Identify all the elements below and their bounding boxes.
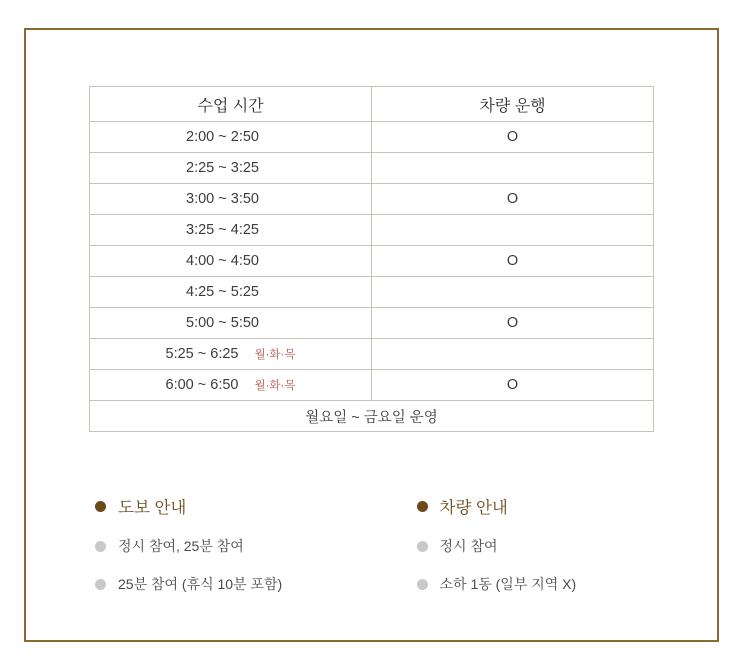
day-note: 월·화·목 xyxy=(254,349,296,362)
cell-bus-service xyxy=(372,153,654,184)
cell-bus-service: O xyxy=(372,184,654,215)
legend-item-label: 25분 참여 (휴식 10분 포함) xyxy=(118,576,283,592)
day-note: 월·화·목 xyxy=(254,380,296,393)
time-text: 4:25 ~ 5:25 xyxy=(186,284,259,300)
table-row xyxy=(90,339,654,370)
cell-class-time xyxy=(90,370,372,401)
table-row xyxy=(90,246,654,277)
legend-title-walk-label: 도보 안내 xyxy=(118,499,187,517)
cell-class-time xyxy=(90,153,372,184)
legend-column-walk xyxy=(95,494,375,612)
table-footer-row xyxy=(90,401,654,432)
cell-bus-service: O xyxy=(372,308,654,339)
legend-title-bus-label: 차량 안내 xyxy=(439,499,508,517)
cell-bus-service: O xyxy=(372,246,654,277)
legend-title-walk xyxy=(95,494,375,518)
time-text: 2:25 ~ 3:25 xyxy=(186,160,259,176)
bullet-dot-icon xyxy=(417,579,428,590)
cell-class-time xyxy=(90,215,372,246)
cell-bus-service xyxy=(372,339,654,370)
content-area xyxy=(24,28,719,612)
time-text: 4:00 ~ 4:50 xyxy=(186,253,259,269)
table-row xyxy=(90,184,654,215)
table-header-row xyxy=(90,87,654,122)
cell-bus-service: O xyxy=(372,370,654,401)
list-item xyxy=(417,574,655,594)
legend-item-label: 소하 1동 (일부 지역 X) xyxy=(439,576,577,592)
table-row xyxy=(90,308,654,339)
time-text: 3:25 ~ 4:25 xyxy=(186,222,259,238)
operating-days-note: 월요일 ~ 금요일 운영 xyxy=(90,401,654,432)
bullet-filled-icon xyxy=(417,501,428,512)
cell-class-time xyxy=(90,246,372,277)
bullet-dot-icon xyxy=(95,541,106,552)
legend-item-label: 정시 참여 xyxy=(439,538,498,554)
list-item xyxy=(95,574,375,594)
time-text: 6:00 ~ 6:50 xyxy=(165,376,239,393)
cell-class-time xyxy=(90,277,372,308)
cell-bus-service xyxy=(372,215,654,246)
table-row xyxy=(90,215,654,246)
legend-item-label: 정시 참여, 25분 참여 xyxy=(118,538,244,554)
legend-section xyxy=(89,494,654,612)
time-text: 5:25 ~ 6:25 xyxy=(165,345,239,362)
table-row xyxy=(90,122,654,153)
time-text: 2:00 ~ 2:50 xyxy=(186,129,259,145)
bullet-dot-icon xyxy=(417,541,428,552)
bullet-dot-icon xyxy=(95,579,106,590)
cell-bus-service xyxy=(372,277,654,308)
cell-bus-service: O xyxy=(372,122,654,153)
schedule-table-body xyxy=(90,122,654,432)
header-bus-service: 차량 운행 xyxy=(372,87,654,122)
table-row xyxy=(90,277,654,308)
schedule-table xyxy=(89,86,654,432)
cell-class-time xyxy=(90,339,372,370)
legend-title-bus xyxy=(417,494,655,518)
cell-class-time xyxy=(90,308,372,339)
header-class-time: 수업 시간 xyxy=(90,87,372,122)
time-text: 5:00 ~ 5:50 xyxy=(186,315,259,331)
table-row xyxy=(90,370,654,401)
time-text: 3:00 ~ 3:50 xyxy=(186,191,259,207)
table-row xyxy=(90,153,654,184)
cell-class-time xyxy=(90,122,372,153)
legend-column-bus xyxy=(375,494,655,612)
cell-class-time xyxy=(90,184,372,215)
bullet-filled-icon xyxy=(95,501,106,512)
list-item xyxy=(95,536,375,556)
list-item xyxy=(417,536,655,556)
